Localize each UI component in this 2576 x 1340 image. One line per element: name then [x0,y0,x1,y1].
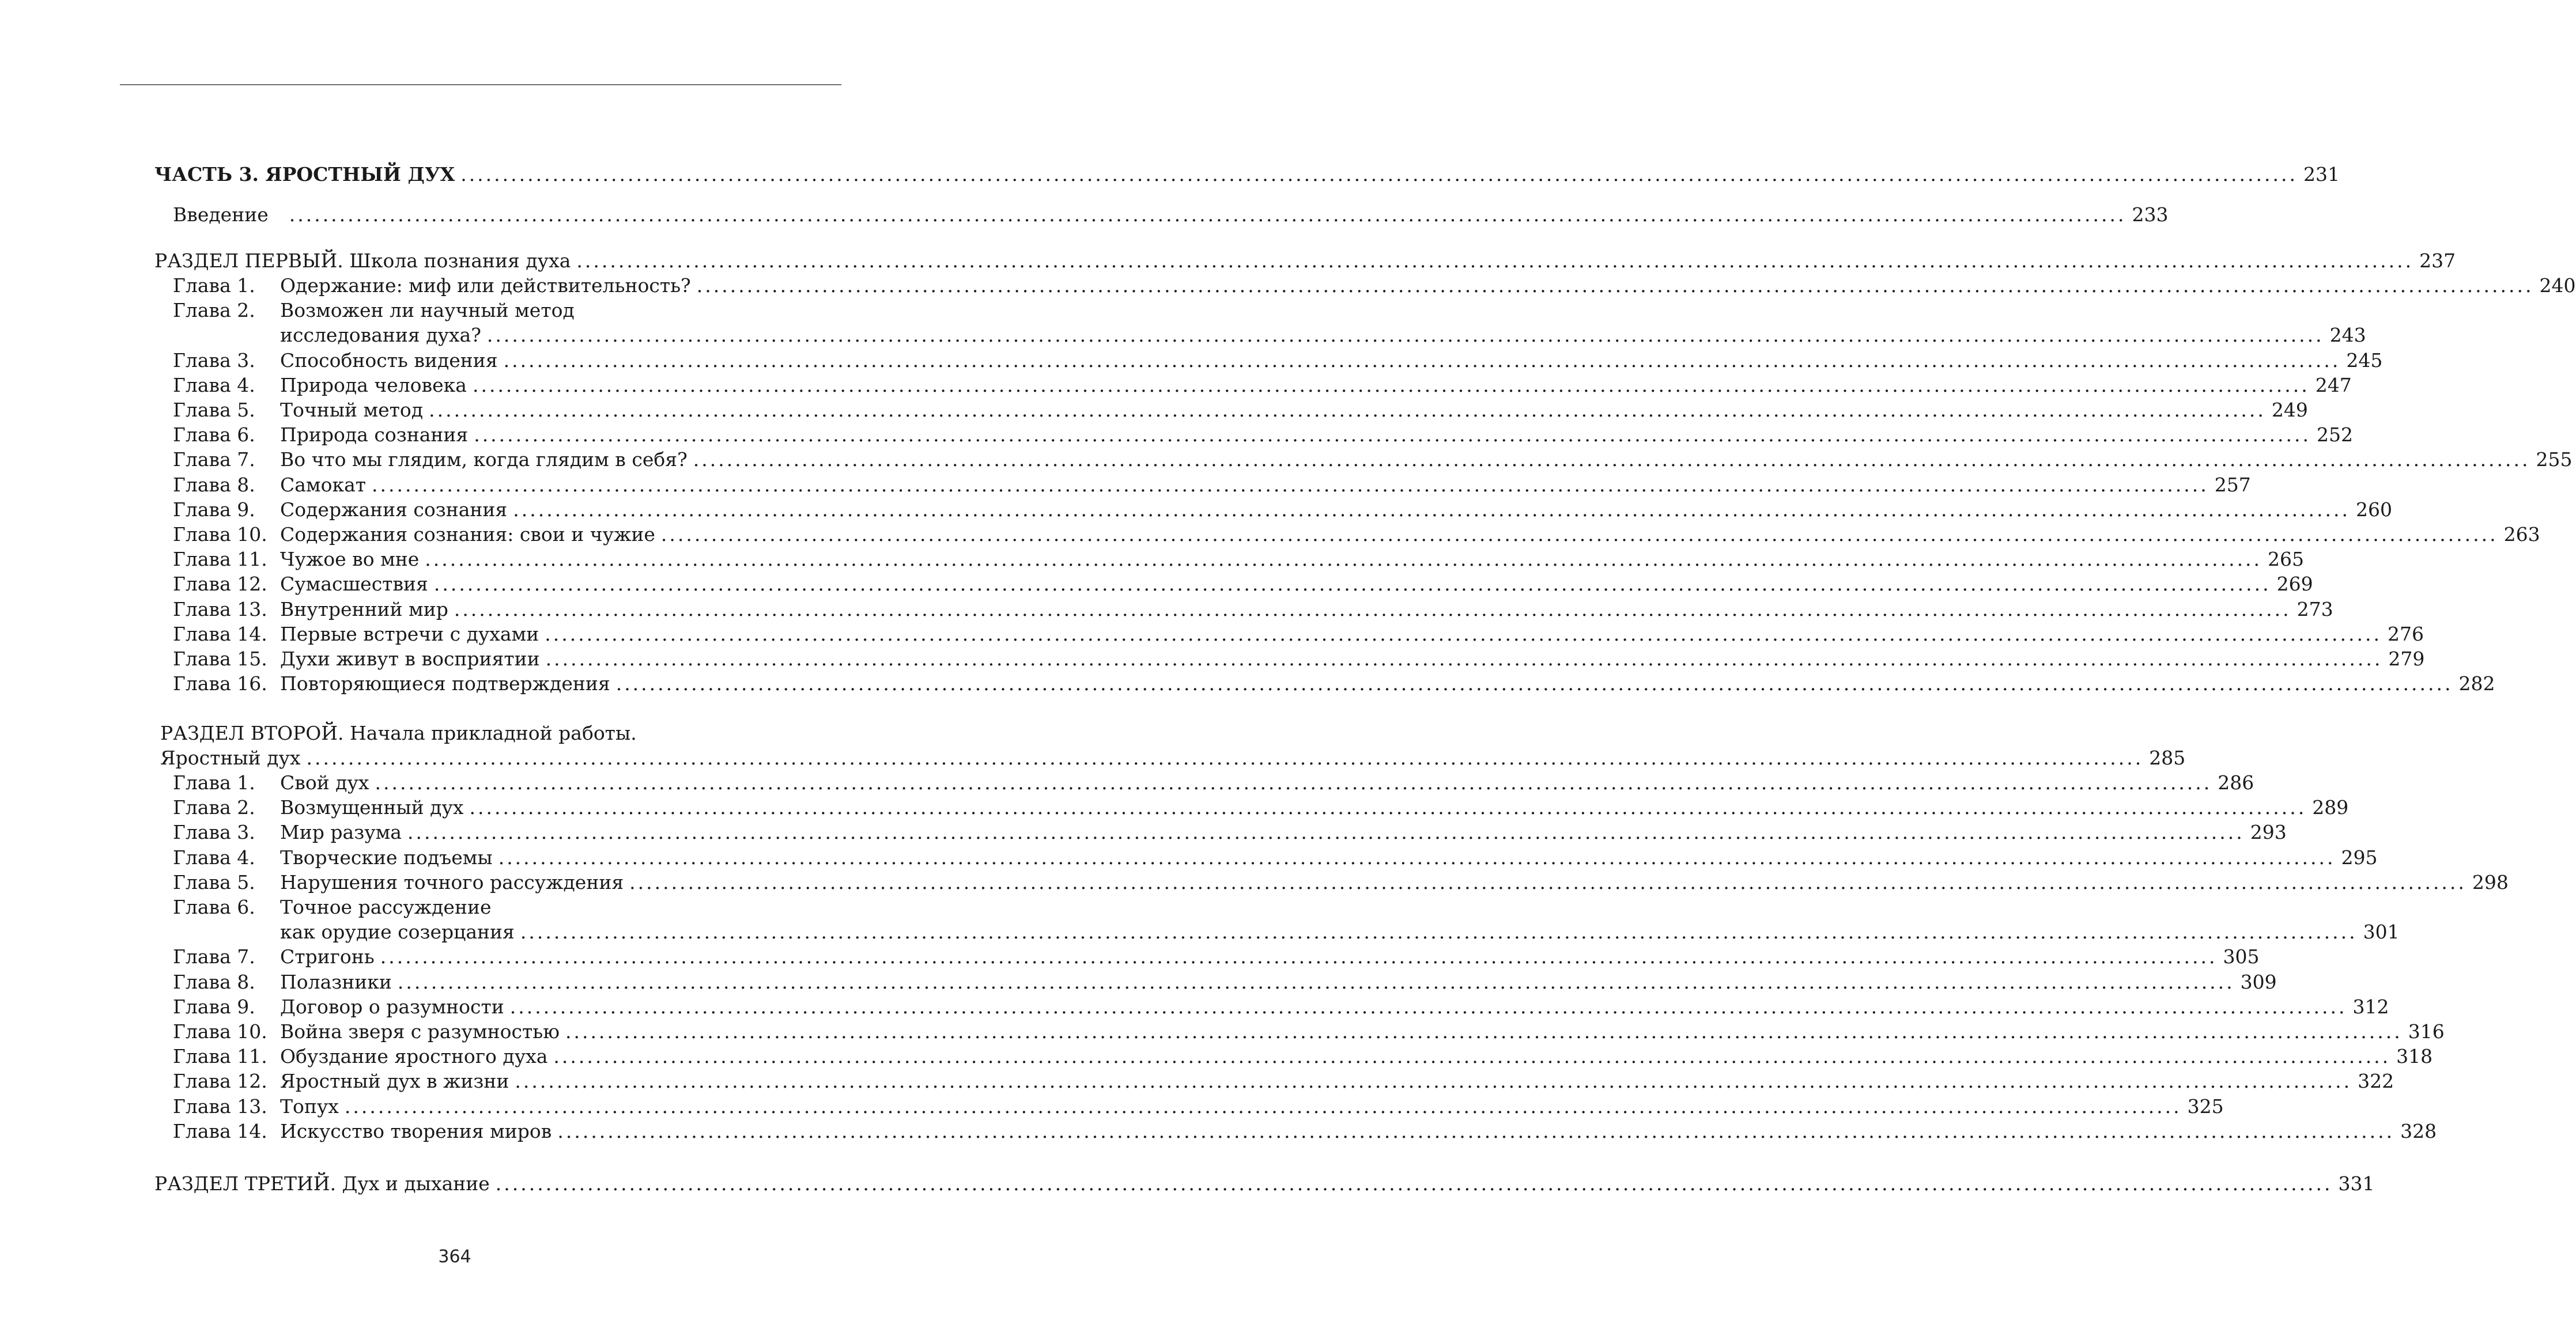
toc-chapter-row[interactable] [173,422,2353,448]
chapter-page: 257 [2214,473,2251,496]
chapter-number: Глава 13. [173,1095,267,1118]
chapter-number: Глава 12. [173,1070,267,1093]
chapter-page: 269 [2276,573,2313,596]
chapter-title: Свой дух [280,771,369,794]
toc-chapter-row[interactable] [173,794,2349,821]
toc-chapter-row[interactable] [173,770,2254,796]
dot-leader: ............................................................................................................................................................................................................................ [515,1070,2352,1093]
chapter-page: 245 [2346,349,2383,372]
toc-chapter-row[interactable] [173,1118,2437,1145]
dot-leader: ............................................................................................................................................................................................................................ [407,821,2245,844]
dot-leader: ............................................................................................................................................................................................................................ [425,548,2263,571]
chapter-number: Глава 11. [173,1045,267,1068]
chapter-page: 240 [2539,274,2576,297]
chapter-page: 328 [2400,1119,2437,1142]
chapter-number: Глава 4. [173,846,255,869]
toc-section-3-heading[interactable] [154,1171,2375,1197]
section-1-page: 237 [2419,249,2456,272]
toc-section-1-heading[interactable] [154,248,2456,274]
chapter-number: Глава 5. [173,399,255,421]
chapter-number: Глава 10. [173,523,267,546]
chapter-page: 255 [2536,448,2573,471]
chapter-page: 252 [2316,423,2353,446]
dot-leader: ............................................................................................................................................................................................................................ [397,970,2235,993]
chapter-page: 243 [2329,324,2366,347]
toc-chapter-row-cont[interactable] [173,322,2366,349]
chapter-title: Способность видения [280,349,498,372]
dot-leader: ............................................................................................................................................................................................................................ [498,846,2336,869]
chapter-title: Внутренний мир [280,597,448,620]
dot-leader: ............................................................................................................................................................................................................................ [454,597,2291,620]
section-2-page: 285 [2149,747,2186,769]
intro-page: 233 [2132,203,2169,226]
chapter-title: Самокат [280,473,367,496]
chapter-page: 312 [2352,995,2389,1018]
chapter-page: 282 [2458,672,2495,695]
dot-leader: ............................................................................................................................................................................................................................ [565,1020,2403,1043]
chapter-title: Во что мы глядим, когда глядим в себя? [280,448,688,471]
toc-chapter-row[interactable] [173,845,2378,871]
chapter-title: Возможен ли научный метод [280,299,575,322]
part-title: ЧАСТЬ 3. ЯРОСТНЫЙ ДУХ [154,163,455,186]
chapter-title: Точное рассуждение [280,896,492,918]
toc-chapter-row[interactable] [173,347,2383,374]
chapter-title: Яростный дух в жизни [280,1070,509,1093]
dot-leader: ............................................................................................................................................................................................................................ [495,1172,2333,1195]
chapter-title: Духи живут в восприятии [280,648,540,670]
dot-leader: ............................................................................................................................................................................................................................ [486,324,2324,347]
toc-chapter-row[interactable] [173,1019,2445,1045]
chapter-number: Глава 12. [173,573,267,596]
toc-chapter-row[interactable] [173,621,2424,648]
chapter-title-cont: исследования духа? [280,324,481,347]
chapter-number: Глава 3. [173,821,255,844]
toc-chapter-row[interactable] [173,446,2573,473]
chapter-page: 260 [2356,498,2392,521]
chapter-title: Содержания сознания [280,498,508,521]
chapter-number: Глава 6. [173,896,255,918]
dot-leader: ............................................................................................................................................................................................................................ [660,523,2498,546]
dot-leader: ............................................................................................................................................................................................................................ [380,945,2218,968]
chapter-title: Сумасшествия [280,573,428,596]
chapter-title: Обуздание яростного духа [280,1045,548,1068]
chapter-page: 279 [2388,648,2425,670]
toc-chapter-row[interactable] [173,571,2313,597]
toc-chapter-row[interactable] [173,272,2576,299]
chapter-number: Глава 1. [173,274,255,297]
dot-leader: ............................................................................................................................................................................................................................ [469,796,2307,819]
chapter-page: 289 [2312,796,2349,819]
toc-chapter-row[interactable] [173,497,2392,523]
dot-leader: ............................................................................................................................................................................................................................ [372,473,2209,496]
chapter-title: Одержание: миф или действительность? [280,274,691,297]
chapter-number: Глава 8. [173,970,255,993]
dot-leader: ............................................................................................................................................................................................................................ [553,1045,2391,1068]
chapter-page: 309 [2240,970,2277,993]
chapter-number: Глава 14. [173,622,267,645]
toc-chapter-row[interactable] [173,397,2308,423]
chapter-page: 298 [2472,870,2509,894]
chapter-number: Глава 11. [173,548,267,571]
chapter-title: Договор о разумности [280,995,504,1018]
section-3-page: 331 [2338,1172,2375,1195]
chapter-number: Глава 2. [173,299,255,322]
dot-leader: ............................................................................................................................................................................................................................ [460,163,2298,186]
chapter-page: 316 [2408,1020,2445,1043]
intro-title: Введение [173,203,269,226]
dot-leader: ............................................................................................................................................................................................................................ [629,870,2467,894]
toc-section-2-heading-cont[interactable] [160,745,2186,771]
chapter-number: Глава 1. [173,771,255,794]
chapter-title: Содержания сознания: свои и чужие [280,523,655,546]
chapter-page: 247 [2315,373,2352,396]
dot-leader: ............................................................................................................................................................................................................................ [576,249,2414,272]
chapter-number: Глава 3. [173,349,255,372]
chapter-number: Глава 9. [173,995,255,1018]
toc-chapter-row[interactable] [173,969,2277,995]
dot-leader: ............................................................................................................................................................................................................................ [306,747,2144,769]
chapter-number: Глава 6. [173,423,255,446]
chapter-title: Природа сознания [280,423,469,446]
chapter-title: Искусство творения миров [280,1119,552,1142]
section-2-heading: РАЗДЕЛ ВТОРОЙ. Начала прикладной работы. [160,722,637,744]
toc-chapter-row-cont[interactable] [173,919,2400,945]
chapter-page: 286 [2218,771,2254,794]
toc-intro[interactable] [173,202,2169,228]
chapter-title: Природа человека [280,373,467,396]
toc-chapter-row[interactable] [173,894,786,921]
part-page: 231 [2303,163,2340,186]
dot-leader: ............................................................................................................................................................................................................................ [344,1095,2182,1118]
dot-leader: ............................................................................................................................................................................................................................ [474,423,2311,446]
chapter-number: Глава 7. [173,945,255,968]
chapter-number: Глава 5. [173,870,255,894]
chapter-number: Глава 14. [173,1119,267,1142]
dot-leader: ............................................................................................................................................................................................................................ [429,399,2266,421]
chapter-title: Нарушения точного рассуждения [280,870,624,894]
chapter-page: 276 [2387,622,2424,645]
dot-leader: ............................................................................................................................................................................................................................ [557,1119,2395,1142]
chapter-title: Стригонь [280,945,375,968]
chapter-number: Глава 16. [173,672,267,695]
toc-chapter-row[interactable] [173,944,2260,970]
toc-chapter-row[interactable] [173,372,2352,399]
toc-chapter-row[interactable] [173,1068,2394,1095]
dot-leader: ............................................................................................................................................................................................................................ [615,672,2453,695]
chapter-title: Полазники [280,970,392,993]
dot-leader: ............................................................................................................................................................................................................................ [520,921,2358,944]
chapter-number: Глава 2. [173,796,255,819]
toc-chapter-row[interactable] [173,521,2540,548]
toc-section-2-heading[interactable] [160,720,786,747]
dot-leader: ............................................................................................................................................................................................................................ [696,274,2534,297]
dot-leader: ............................................................................................................................................................................................................................ [545,648,2383,670]
toc-chapter-row[interactable] [173,671,2495,697]
chapter-page: 249 [2271,399,2308,421]
dot-leader: ............................................................................................................................................................................................................................ [503,349,2341,372]
chapter-page: 301 [2363,921,2400,944]
toc-chapter-row[interactable] [173,472,2251,498]
dot-leader: ............................................................................................................................................................................................................................ [472,373,2310,396]
section-2-heading-line2: Яростный дух [160,747,301,769]
chapter-page: 273 [2297,597,2333,620]
chapter-page: 325 [2187,1095,2224,1118]
toc-chapter-row[interactable] [173,994,2389,1020]
chapter-number: Глава 4. [173,373,255,396]
dot-leader: ............................................................................................................................................................................................................................ [509,995,2347,1018]
dot-leader: ............................................................................................................................................................................................................................ [433,573,2271,596]
chapter-page: 265 [2268,548,2305,571]
section-3-heading: РАЗДЕЛ ТРЕТИЙ. Дух и дыхание [154,1172,490,1195]
dot-leader: ............................................................................................................................................................................................................................ [513,498,2350,521]
chapter-title: Мир разума [280,821,402,844]
chapter-number: Глава 9. [173,498,255,521]
chapter-title: Первые встречи с духами [280,622,539,645]
toc-chapter-row[interactable] [173,297,786,324]
chapter-page: 295 [2341,846,2378,869]
chapter-title-cont: как орудие созерцания [280,921,515,944]
chapter-number: Глава 13. [173,597,267,620]
chapter-page: 263 [2503,523,2540,546]
dot-leader: ............................................................................................................................................................................................................................ [693,448,2530,471]
dot-leader: ............................................................................................................................................................................................................................ [375,771,2212,794]
chapter-title: Повторяющиеся подтверждения [280,672,610,695]
dot-leader: ............................................................................................................................................................................................................................ [545,622,2382,645]
chapter-title: Творческие подъемы [280,846,493,869]
page-number: 364 [438,1247,471,1267]
chapter-number: Глава 8. [173,473,255,496]
chapter-page: 293 [2250,821,2287,844]
chapter-title: Топух [280,1095,339,1118]
toc-chapter-row[interactable] [173,646,2425,672]
toc-chapter-row[interactable] [173,1043,2433,1070]
toc-chapter-row[interactable] [173,546,2305,573]
chapter-number: Глава 10. [173,1020,267,1043]
chapter-title: Возмущенный дух [280,796,464,819]
chapter-page: 318 [2396,1045,2433,1068]
chapter-number: Глава 7. [173,448,255,471]
chapter-page: 305 [2223,945,2260,968]
chapter-number: Глава 15. [173,648,267,670]
section-1-heading: РАЗДЕЛ ПЕРВЫЙ. Школа познания духа [154,249,571,272]
toc-chapter-row[interactable] [173,1093,2224,1120]
dot-leader: ............................................................................................................................................................................................................................ [289,203,2126,226]
chapter-title: Война зверя с разумностью [280,1020,560,1043]
toc-chapter-row[interactable] [173,596,2333,623]
toc-chapter-row[interactable] [173,869,2509,896]
chapter-page: 322 [2358,1070,2394,1093]
toc-chapter-row[interactable] [173,819,2287,846]
toc-part-title[interactable] [154,161,2340,188]
chapter-title: Точный метод [280,399,424,421]
chapter-title: Чужое во мне [280,548,420,571]
